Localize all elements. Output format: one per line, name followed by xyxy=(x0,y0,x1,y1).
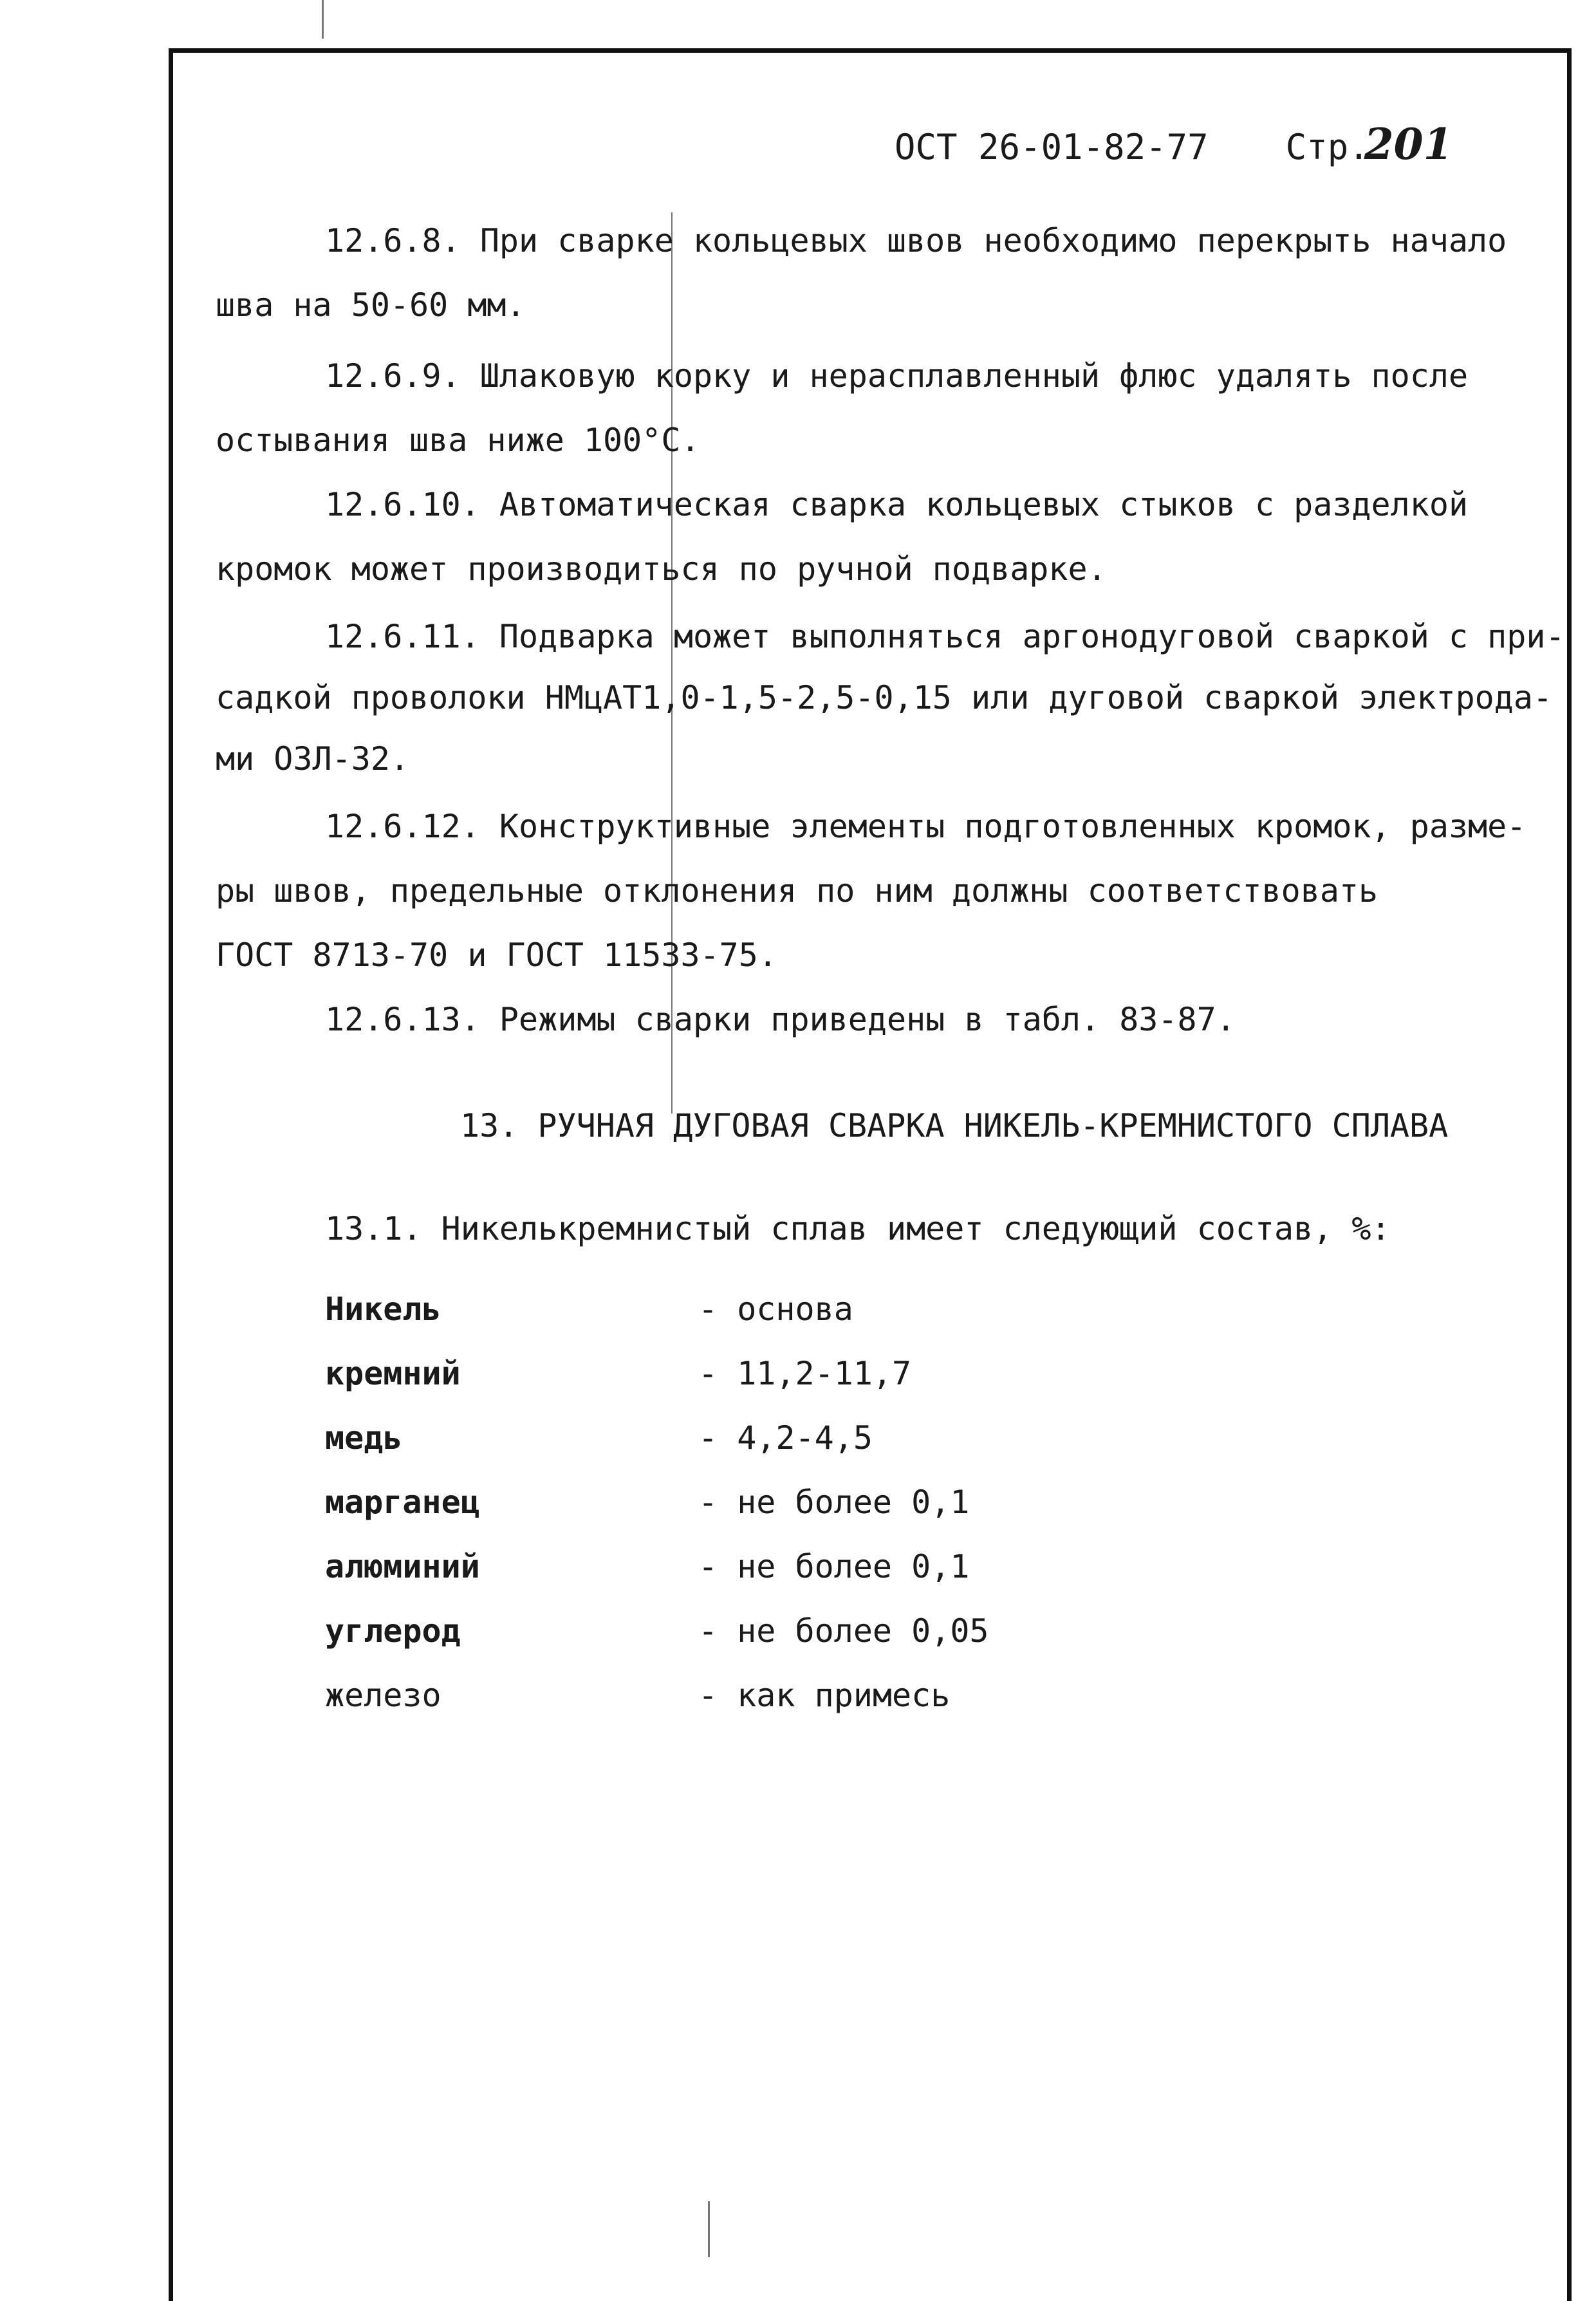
text-line: 12.6.12. Конструктивные элементы подготовленных кромок, разме- xyxy=(325,808,1526,845)
text-line: ры швов, предельные отклонения по ним должны соответствовать xyxy=(216,872,1378,909)
composition-element: углерод xyxy=(325,1612,461,1650)
composition-value: - 11,2-11,7 xyxy=(698,1355,912,1392)
page-number: 201 xyxy=(1364,119,1453,169)
composition-element: железо xyxy=(325,1677,441,1714)
section-intro: 13.1. Никелькремнистый сплав имеет следующий состав, %: xyxy=(325,1210,1391,1247)
composition-element: медь xyxy=(325,1419,403,1457)
section-title: 13. РУЧНАЯ ДУГОВАЯ СВАРКА НИКЕЛЬ-КРЕМНИСТОГО СПЛАВА xyxy=(460,1107,1449,1144)
composition-element: марганец xyxy=(325,1484,480,1521)
fold-line-top xyxy=(322,0,324,39)
composition-value: - основа xyxy=(698,1290,853,1328)
text-line: садкой проволоки НМцАТ1,0-1,5-2,5-0,15 или дуговой сваркой электрода- xyxy=(216,679,1553,716)
text-line: 12.6.10. Автоматическая сварка кольцевых стыков с разделкой xyxy=(325,486,1469,523)
composition-value: - как примесь xyxy=(698,1677,951,1714)
composition-element: алюминий xyxy=(325,1548,480,1585)
text-line: кромок может производиться по ручной подварке. xyxy=(216,550,1107,588)
composition-value: - не более 0,05 xyxy=(698,1612,989,1650)
text-line: 12.6.8. При сварке кольцевых швов необходимо перекрыть начало xyxy=(325,222,1507,259)
text-line: 12.6.9. Шлаковую корку и нерасплавленный флюс удалять после xyxy=(325,357,1469,395)
document-code: ОСТ 26-01-82-77 xyxy=(895,127,1209,167)
text-line: остывания шва ниже 100°С. xyxy=(216,422,700,459)
composition-element: Никель xyxy=(325,1290,441,1328)
text-line: шва на 50-60 мм. xyxy=(216,286,526,324)
text-line: ГОСТ 8713-70 и ГОСТ 11533-75. xyxy=(216,936,777,974)
fold-line-middle xyxy=(671,212,673,1113)
page-header xyxy=(895,119,1453,169)
composition-element: кремний xyxy=(325,1355,461,1392)
text-line: 12.6.13. Режимы сварки приведены в табл. 83-87. xyxy=(325,1001,1236,1038)
text-line: 12.6.11. Подварка может выполняться аргонодуговой сваркой с при- xyxy=(325,618,1565,655)
composition-value: - 4,2-4,5 xyxy=(698,1419,873,1457)
text-line: ми ОЗЛ-32. xyxy=(216,740,410,778)
composition-value: - не более 0,1 xyxy=(698,1484,970,1521)
fold-line-bottom xyxy=(708,2201,710,2257)
page-label: Стр. xyxy=(1285,127,1369,167)
composition-value: - не более 0,1 xyxy=(698,1548,970,1585)
